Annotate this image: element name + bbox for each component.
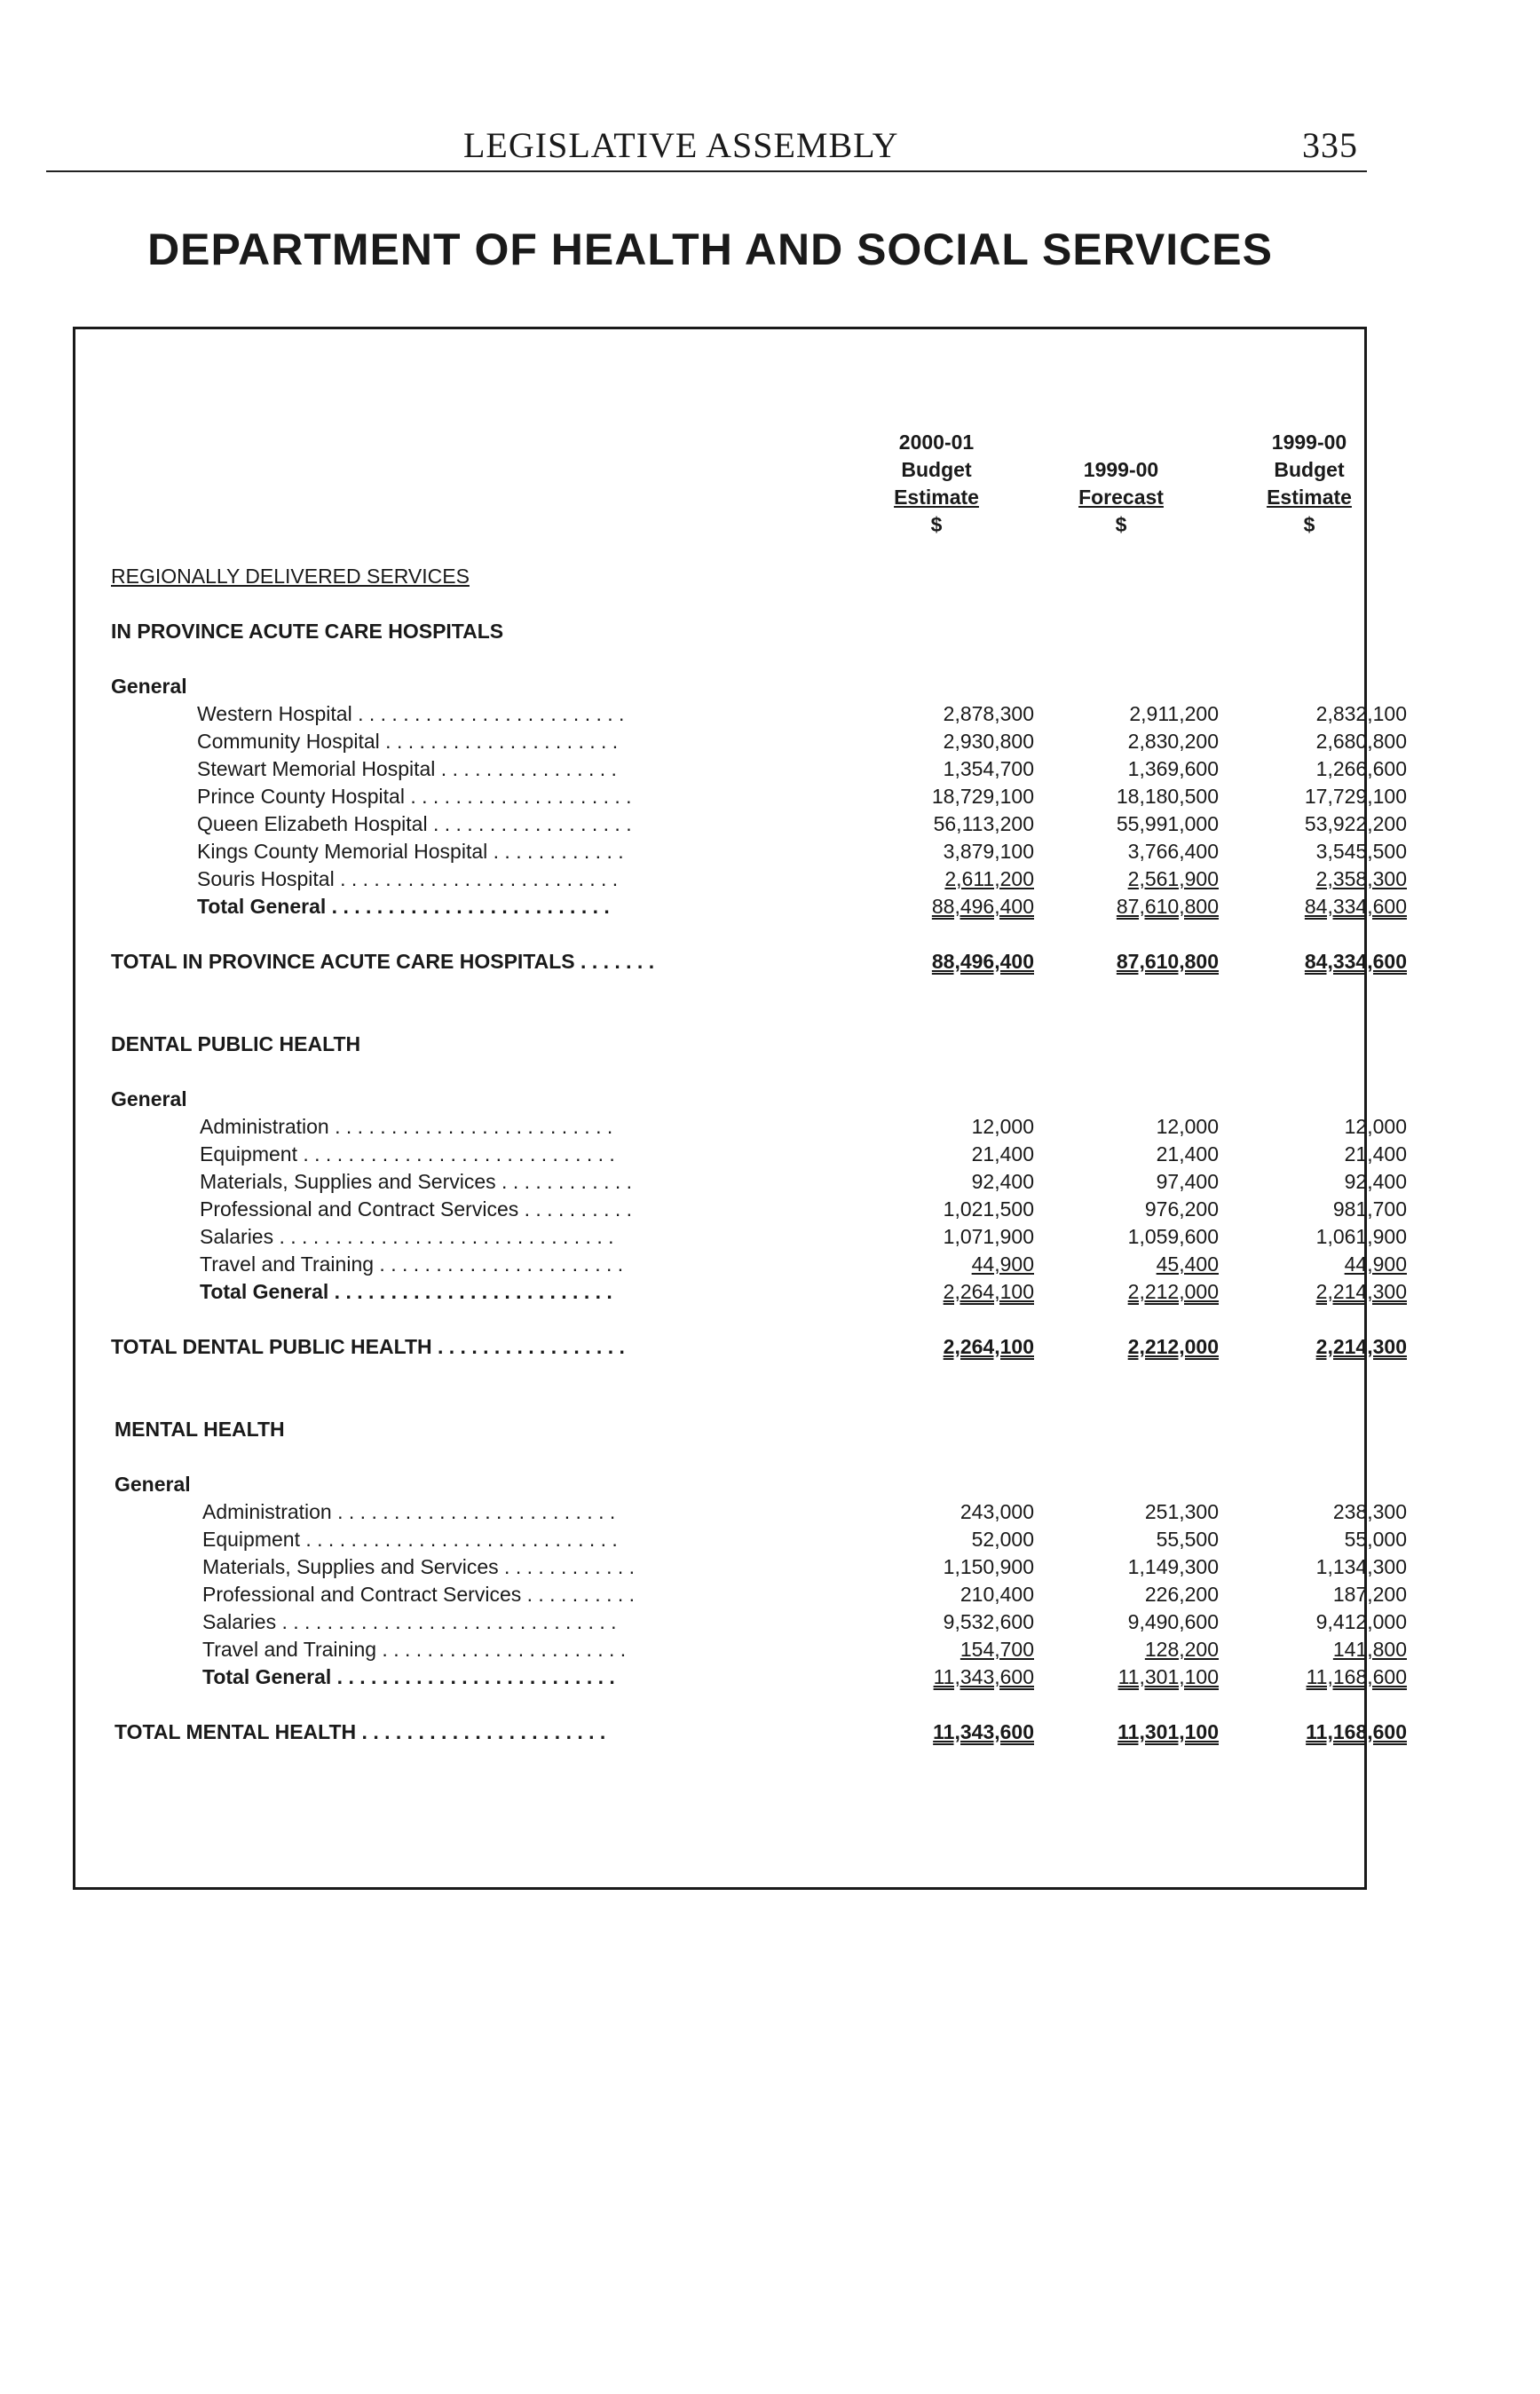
value-2000-01: 1,150,900	[943, 1555, 1034, 1578]
table-row	[75, 1223, 1407, 1251]
value-1999-00-forecast: 251,300	[1144, 1500, 1219, 1523]
value-1999-00-forecast: 1,369,600	[1127, 757, 1219, 780]
row-label: Materials, Supplies and Services . . . . . . . . . . . .	[200, 1170, 633, 1193]
value-2000-01: 11,343,600	[933, 1665, 1034, 1688]
value-2000-01: 92,400	[971, 1170, 1034, 1193]
value-2000-01: 210,400	[960, 1583, 1034, 1606]
value-1999-00-forecast: 11,301,100	[1117, 1665, 1219, 1688]
budget-table-frame	[73, 327, 1407, 1890]
column-header-line	[1032, 429, 1210, 456]
value-2000-01: 2,264,100	[943, 1280, 1034, 1303]
value-1999-00-forecast: 45,400	[1156, 1252, 1219, 1276]
value-2000-01: 2,878,300	[943, 702, 1034, 725]
row-label: TOTAL DENTAL PUBLIC HEALTH . . . . . . . . . . . . . . . . .	[111, 1335, 625, 1358]
value-1999-00-estimate: 53,922,200	[1304, 812, 1407, 835]
value-1999-00-estimate: 44,900	[1344, 1252, 1407, 1276]
value-1999-00-estimate: 1,061,900	[1315, 1225, 1407, 1248]
table-row	[75, 700, 1407, 728]
column-header-line: $	[930, 513, 943, 536]
table-row	[75, 1526, 1407, 1553]
value-1999-00-estimate: 84,334,600	[1304, 895, 1407, 918]
value-1999-00-estimate: 2,214,300	[1315, 1280, 1407, 1303]
section-heading-row	[75, 563, 1370, 590]
column-header-line: 2000-01	[898, 431, 975, 454]
table-row	[75, 728, 1407, 755]
column-header-line: Forecast	[1078, 486, 1164, 509]
column-header-2000-01-estimate	[848, 429, 1025, 539]
table-row	[75, 1113, 1407, 1141]
row-label: Salaries . . . . . . . . . . . . . . . . . . . . . . . . . . . . . .	[202, 1610, 617, 1633]
value-1999-00-forecast: 21,400	[1156, 1142, 1219, 1165]
value-1999-00-estimate: 3,545,500	[1315, 840, 1407, 863]
dental-heading: DENTAL PUBLIC HEALTH	[111, 1032, 361, 1055]
table-row	[75, 1553, 1407, 1581]
row-label: Professional and Contract Services . . . . . . . . . .	[200, 1197, 633, 1221]
value-1999-00-estimate: 1,266,600	[1315, 757, 1407, 780]
value-1999-00-estimate: 2,680,800	[1315, 730, 1407, 753]
value-1999-00-estimate: 11,168,600	[1306, 1720, 1407, 1743]
value-2000-01: 52,000	[971, 1528, 1034, 1551]
table-row	[75, 1141, 1407, 1168]
row-label: Professional and Contract Services . . . . . . . . . .	[202, 1583, 636, 1606]
value-1999-00-estimate: 1,134,300	[1315, 1555, 1407, 1578]
value-1999-00-forecast: 1,059,600	[1127, 1225, 1219, 1248]
section-heading: REGIONALLY DELIVERED SERVICES	[111, 565, 470, 588]
row-label: Stewart Memorial Hospital . . . . . . . . . . . . . . . .	[197, 757, 617, 780]
value-1999-00-forecast: 87,610,800	[1116, 895, 1219, 918]
value-1999-00-forecast: 2,830,200	[1127, 730, 1219, 753]
value-1999-00-forecast: 55,500	[1156, 1528, 1219, 1551]
value-1999-00-estimate: 141,800	[1332, 1638, 1407, 1661]
value-1999-00-estimate: 187,200	[1332, 1583, 1407, 1606]
row-label: Prince County Hospital . . . . . . . . . . . . . . . . . . . .	[197, 785, 632, 808]
row-label: Equipment . . . . . . . . . . . . . . . . . . . . . . . . . . . .	[200, 1142, 615, 1165]
value-1999-00-forecast: 128,200	[1144, 1638, 1219, 1661]
value-1999-00-forecast: 97,400	[1156, 1170, 1219, 1193]
value-1999-00-estimate: 981,700	[1332, 1197, 1407, 1221]
acute-heading-row	[75, 618, 1370, 645]
page-title: DEPARTMENT OF HEALTH AND SOCIAL SERVICES	[147, 225, 1273, 274]
value-2000-01: 88,496,400	[931, 950, 1034, 973]
value-1999-00-estimate: 84,334,600	[1304, 950, 1407, 973]
section-total-row	[75, 1718, 1407, 1746]
group-label: General	[115, 1473, 191, 1496]
column-header-line: Budget	[1274, 458, 1345, 481]
table-row	[75, 865, 1407, 893]
value-1999-00-forecast: 18,180,500	[1116, 785, 1219, 808]
value-1999-00-estimate: 238,300	[1332, 1500, 1407, 1523]
row-label: Souris Hospital . . . . . . . . . . . . . . . . . . . . . . . . .	[197, 867, 619, 890]
value-1999-00-forecast: 2,212,000	[1127, 1335, 1219, 1358]
table-row	[75, 810, 1407, 838]
dental-group-row	[75, 1086, 1370, 1113]
value-2000-01: 88,496,400	[931, 895, 1034, 918]
value-1999-00-estimate: 17,729,100	[1304, 785, 1407, 808]
total-general-row	[75, 1663, 1407, 1691]
column-header-1999-00-forecast	[1032, 429, 1210, 539]
row-label: Total General . . . . . . . . . . . . . . . . . . . . . . . . .	[202, 1665, 615, 1688]
value-1999-00-estimate: 11,168,600	[1306, 1665, 1407, 1688]
table-row	[75, 1581, 1407, 1608]
total-general-row	[75, 1278, 1407, 1306]
row-label: Materials, Supplies and Services . . . . . . . . . . . .	[202, 1555, 636, 1578]
table-row	[75, 1168, 1407, 1196]
value-1999-00-forecast: 2,212,000	[1127, 1280, 1219, 1303]
table-row	[75, 1636, 1407, 1663]
row-label: Equipment . . . . . . . . . . . . . . . . . . . . . . . . . . . .	[202, 1528, 618, 1551]
value-2000-01: 11,343,600	[933, 1720, 1034, 1743]
value-2000-01: 18,729,100	[931, 785, 1034, 808]
running-header	[46, 124, 1367, 172]
value-2000-01: 1,354,700	[943, 757, 1034, 780]
table-row	[75, 1498, 1407, 1526]
group-label: General	[111, 675, 187, 698]
value-1999-00-forecast: 55,991,000	[1116, 812, 1219, 835]
value-1999-00-estimate: 2,214,300	[1315, 1335, 1407, 1358]
value-1999-00-estimate: 2,358,300	[1315, 867, 1407, 890]
value-2000-01: 9,532,600	[943, 1610, 1034, 1633]
value-2000-01: 21,400	[971, 1142, 1034, 1165]
value-2000-01: 2,930,800	[943, 730, 1034, 753]
table-row	[75, 838, 1407, 865]
value-1999-00-forecast: 2,561,900	[1127, 867, 1219, 890]
value-1999-00-forecast: 3,766,400	[1127, 840, 1219, 863]
table-row	[75, 783, 1407, 810]
value-2000-01: 2,611,200	[944, 867, 1034, 890]
column-header-line: $	[1115, 513, 1127, 536]
value-1999-00-estimate: 12,000	[1344, 1115, 1407, 1138]
value-2000-01: 1,071,900	[943, 1225, 1034, 1248]
table-row	[75, 1608, 1407, 1636]
table-row	[75, 1251, 1407, 1278]
column-header-line: 1999-00	[1271, 431, 1347, 454]
row-label: Travel and Training . . . . . . . . . . . . . . . . . . . . . .	[202, 1638, 627, 1661]
row-label: Administration . . . . . . . . . . . . . . . . . . . . . . . . .	[202, 1500, 616, 1523]
table-row	[75, 755, 1407, 783]
value-2000-01: 243,000	[960, 1500, 1034, 1523]
value-1999-00-estimate: 2,832,100	[1315, 702, 1407, 725]
column-header-1999-00-estimate	[1220, 429, 1398, 539]
row-label: TOTAL IN PROVINCE ACUTE CARE HOSPITALS . . . . . . .	[111, 950, 655, 973]
table-row	[75, 1196, 1407, 1223]
column-header-line: Estimate	[1267, 486, 1352, 509]
value-2000-01: 3,879,100	[943, 840, 1034, 863]
value-1999-00-forecast: 976,200	[1144, 1197, 1219, 1221]
row-label: TOTAL MENTAL HEALTH . . . . . . . . . . . . . . . . . . . . . .	[115, 1720, 606, 1743]
row-label: Community Hospital . . . . . . . . . . . . . . . . . . . . .	[197, 730, 619, 753]
row-label: Total General . . . . . . . . . . . . . . . . . . . . . . . . .	[197, 895, 610, 918]
value-1999-00-estimate: 21,400	[1344, 1142, 1407, 1165]
acute-care-heading: IN PROVINCE ACUTE CARE HOSPITALS	[111, 620, 504, 643]
value-1999-00-forecast: 2,911,200	[1129, 702, 1219, 725]
value-1999-00-forecast: 87,610,800	[1116, 950, 1219, 973]
total-general-row	[75, 893, 1407, 920]
value-1999-00-forecast: 12,000	[1156, 1115, 1219, 1138]
row-label: Kings County Memorial Hospital . . . . . . . . . . . .	[197, 840, 624, 863]
mental-group-row	[75, 1471, 1370, 1498]
row-label: Administration . . . . . . . . . . . . . . . . . . . . . . . . .	[200, 1115, 613, 1138]
value-2000-01: 12,000	[971, 1115, 1034, 1138]
value-1999-00-forecast: 9,490,600	[1127, 1610, 1219, 1633]
value-2000-01: 56,113,200	[933, 812, 1034, 835]
value-2000-01: 2,264,100	[943, 1335, 1034, 1358]
column-header-line: $	[1303, 513, 1315, 536]
row-label: Travel and Training . . . . . . . . . . . . . . . . . . . . . .	[200, 1252, 624, 1276]
value-1999-00-forecast: 1,149,300	[1127, 1555, 1219, 1578]
value-1999-00-estimate: 92,400	[1344, 1170, 1407, 1193]
value-1999-00-estimate: 55,000	[1344, 1528, 1407, 1551]
value-1999-00-forecast: 11,301,100	[1117, 1720, 1219, 1743]
column-header-line: 1999-00	[1083, 458, 1159, 481]
mental-heading-row	[75, 1416, 1370, 1443]
dental-heading-row	[75, 1031, 1370, 1058]
row-label: Western Hospital . . . . . . . . . . . . . . . . . . . . . . . .	[197, 702, 625, 725]
section-total-row	[75, 948, 1407, 976]
value-1999-00-forecast: 226,200	[1144, 1583, 1219, 1606]
row-label: Queen Elizabeth Hospital . . . . . . . . . . . . . . . . . .	[197, 812, 632, 835]
column-header-line: Estimate	[894, 486, 979, 509]
value-2000-01: 44,900	[971, 1252, 1034, 1276]
running-title: LEGISLATIVE ASSEMBLY	[463, 125, 899, 165]
section-total-row	[75, 1333, 1407, 1361]
row-label: Total General . . . . . . . . . . . . . . . . . . . . . . . . .	[200, 1280, 612, 1303]
page-number: 335	[1302, 125, 1358, 165]
value-1999-00-estimate: 9,412,000	[1315, 1610, 1407, 1633]
acute-group-row	[75, 673, 1370, 700]
row-label: Salaries . . . . . . . . . . . . . . . . . . . . . . . . . . . . . .	[200, 1225, 614, 1248]
value-2000-01: 1,021,500	[943, 1197, 1034, 1221]
mental-health-heading: MENTAL HEALTH	[115, 1418, 285, 1441]
group-label: General	[111, 1087, 187, 1110]
column-header-line: Budget	[901, 458, 972, 481]
value-2000-01: 154,700	[960, 1638, 1034, 1661]
